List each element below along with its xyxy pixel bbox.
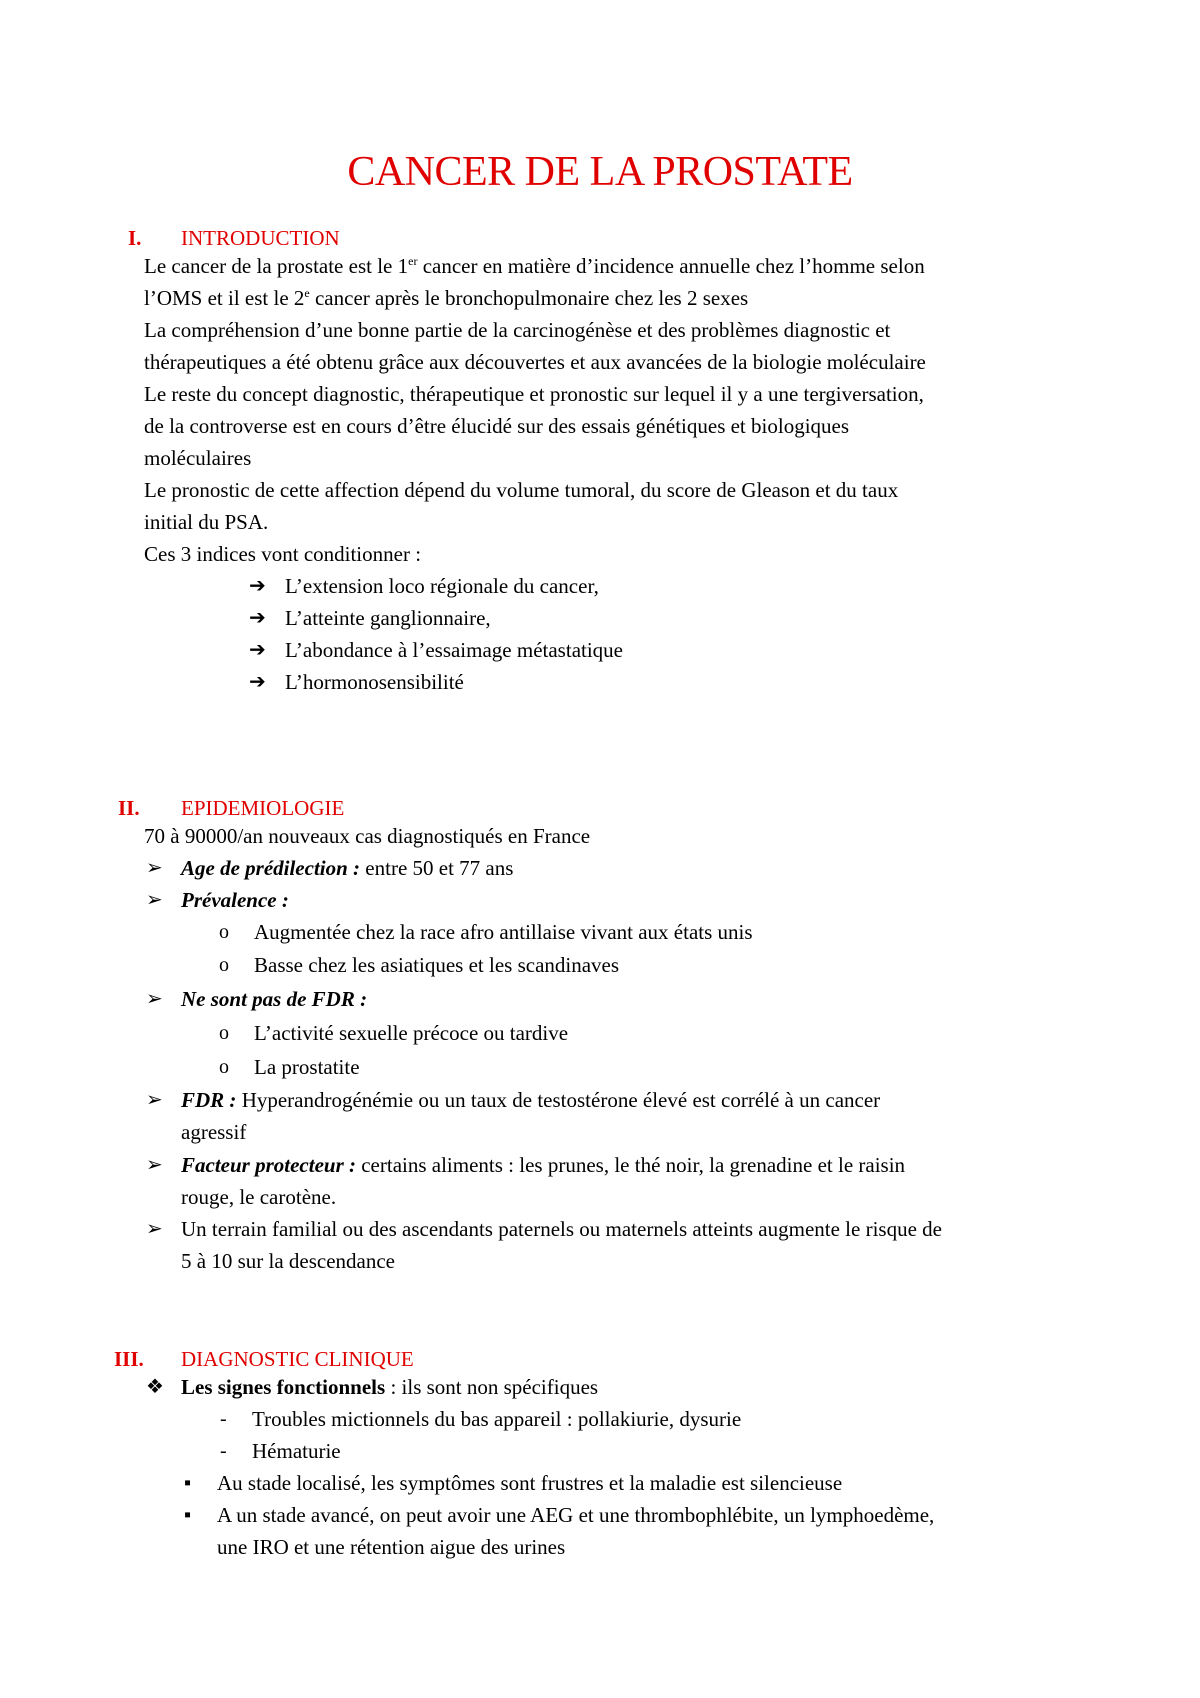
section-2-number: II. — [118, 796, 140, 820]
section-3-title: DIAGNOSTIC CLINIQUE — [181, 1347, 414, 1371]
intro-line-2: l’OMS et il est le 2e cancer après le bronchopulmonaire chez les 2 sexes — [144, 286, 749, 310]
item-fdr-cont: agressif — [181, 1120, 247, 1144]
sub-item-1: Augmentée chez la race afro antillaise vivant aux états unis — [254, 920, 753, 944]
intro-line-9: initial du PSA. — [144, 510, 269, 534]
circle-bullet-icon: o — [219, 921, 229, 943]
item-family-cont: 5 à 10 sur la descendance — [181, 1249, 395, 1273]
intro-line-1: Le cancer de la prostate est le 1er cancer en matière d’incidence annuelle chez l’homme selon — [144, 254, 925, 278]
intro-line-7: moléculaires — [144, 446, 252, 470]
diamond-bullet-icon: ❖ — [146, 1376, 164, 1398]
intro-line-8: Le pronostic de cette affection dépend du volume tumoral, du score de Gleason et du taux — [144, 478, 899, 502]
intro-line-5: Le reste du concept diagnostic, thérapeutique et pronostic sur lequel il y a une tergiversation, — [144, 382, 924, 406]
chevron-bullet-icon: ➢ — [146, 1089, 163, 1111]
item-age: Age de prédilection : entre 50 et 77 ans — [181, 856, 514, 880]
circle-bullet-icon: o — [219, 1022, 229, 1044]
square-item-2: A un stade avancé, on peut avoir une AEG et une thrombophlébite, un lymphoedème, — [217, 1503, 935, 1527]
arrow-item-4: L’hormonosensibilité — [285, 670, 464, 694]
arrow-icon: ➔ — [249, 671, 266, 693]
square-item-2-cont: une IRO et une rétention aigue des urines — [217, 1535, 566, 1559]
signes-fonctionnels: Les signes fonctionnels : ils sont non spécifiques — [181, 1375, 599, 1399]
intro-line-4: thérapeutiques a été obtenu grâce aux découvertes et aux avancées de la biologie moléculaire — [144, 350, 926, 374]
chevron-bullet-icon: ➢ — [146, 1218, 163, 1240]
intro-line-6: de la controverse est en cours d’être élucidé sur des essais génétiques et biologiques — [144, 414, 850, 438]
section-3-number: III. — [114, 1347, 144, 1371]
item-not-risk-factors: Ne sont pas de FDR : — [181, 987, 368, 1011]
item-family: Un terrain familial ou des ascendants paternels ou maternels atteints augmente le risque de — [181, 1217, 942, 1241]
sub-item-4: La prostatite — [254, 1055, 360, 1079]
chevron-bullet-icon: ➢ — [146, 1154, 163, 1176]
square-item-1: Au stade localisé, les symptômes sont frustres et la maladie est silencieuse — [217, 1471, 843, 1495]
item-fdr: FDR : Hyperandrogénémie ou un taux de testostérone élevé est corrélé à un cancer — [181, 1088, 881, 1112]
item-prevalence: Prévalence : — [181, 888, 289, 912]
chevron-bullet-icon: ➢ — [146, 889, 163, 911]
arrow-icon: ➔ — [249, 575, 266, 597]
item-protective-factor: Facteur protecteur : certains aliments : les prunes, le thé noir, la grenadine et le raisin — [181, 1153, 906, 1177]
chevron-bullet-icon: ➢ — [146, 988, 163, 1010]
section-2-title: EPIDEMIOLOGIE — [181, 796, 345, 820]
arrow-item-3: L’abondance à l’essaimage métastatique — [285, 638, 623, 662]
item-protective-factor-cont: rouge, le carotène. — [181, 1185, 337, 1209]
dash-bullet-icon: - — [220, 1440, 227, 1462]
epidemiology-intro: 70 à 90000/an nouveaux cas diagnostiqués en France — [144, 824, 591, 848]
sub-item-2: Basse chez les asiatiques et les scandinaves — [254, 953, 620, 977]
intro-line-3: La compréhension d’une bonne partie de la carcinogénèse et des problèmes diagnostic et — [144, 318, 891, 342]
square-bullet-icon: ▪ — [184, 1504, 192, 1526]
circle-bullet-icon: o — [219, 954, 229, 976]
document-title: CANCER DE LA PROSTATE — [347, 149, 853, 195]
intro-line-10: Ces 3 indices vont conditionner : — [144, 542, 422, 566]
dash-bullet-icon: - — [220, 1408, 227, 1430]
arrow-item-1: L’extension loco régionale du cancer, — [285, 574, 599, 598]
arrow-item-2: L’atteinte ganglionnaire, — [285, 606, 491, 630]
chevron-bullet-icon: ➢ — [146, 857, 163, 879]
section-1-title: INTRODUCTION — [181, 226, 340, 250]
dash-item-2: Hématurie — [252, 1439, 341, 1463]
square-bullet-icon: ▪ — [184, 1472, 192, 1494]
section-1-number: I. — [128, 226, 142, 250]
sub-item-3: L’activité sexuelle précoce ou tardive — [254, 1021, 569, 1045]
circle-bullet-icon: o — [219, 1056, 229, 1078]
arrow-icon: ➔ — [249, 607, 266, 629]
arrow-icon: ➔ — [249, 639, 266, 661]
dash-item-1: Troubles mictionnels du bas appareil : pollakiurie, dysurie — [252, 1407, 742, 1431]
